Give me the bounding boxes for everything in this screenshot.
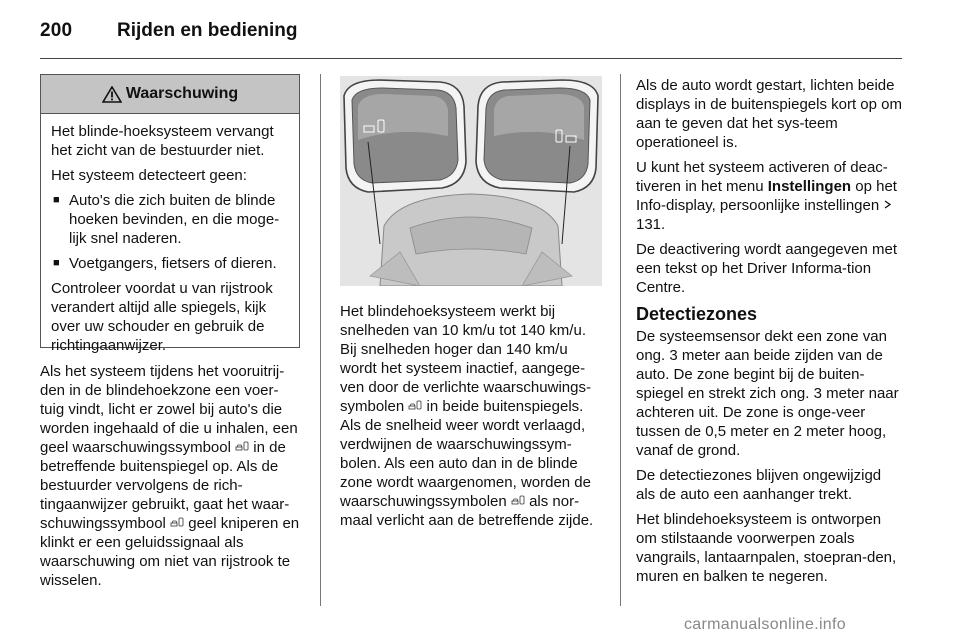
page-reference: 131. [636,216,666,233]
col1-text-a: Als het systeem tijdens het vooruitrij-den in de blindehoekzone een voer-tuig vindt, licht er zowel bij auto's die worden ingehaald of die u inhalen, een geel waarschuwingssymbool [40,363,298,456]
warning-paragraph-3: Controleer voordat u van rijstrook verandert altijd alle spiegels, kijk over uw schouder en gebruik de richtingaanwijzer. [51,280,273,354]
bullet-square-icon: ■ [53,194,60,206]
blind-spot-car-icon [235,441,249,452]
col3-text-a: U kunt het systeem activeren of deac-tiveren in het menu [636,159,888,195]
column-1-paragraph [40,362,302,590]
col2-text-b: in beide buitenspiegels. Als de snelheid weer wordt verlaagd, verdwijnen de waarschuwingssym-bolen. Als een auto dan in de blinde zone wordt waargenomen, worden de waarschuwingssymbolen [340,398,591,510]
col3-paragraph-3: De deactivering wordt aangegeven met een tekst op het Driver Informa-tion Centre. [636,241,897,296]
warning-bullet-2 [51,254,289,273]
page-reference-arrow-icon [883,199,893,210]
col3-paragraph-6: Het blindehoeksysteem is ontworpen om stilstaande voorwerpen zoals vangrails, lantaarnpalen, stoepran-den, muren en balken te negeren. [636,511,897,585]
col3-text-b: op het Info-display, persoonlijke instellingen [636,178,897,214]
chapter-title: Rijden en bediening [117,20,298,41]
warning-bullet-text-1: Auto's die zich buiten de blinde hoeken bevinden, en die moge-lijk snel naderen. [69,192,280,247]
col1-text-b: in de betreffende buitenspiegel op. Als de bestuurder vervolgens de rich-tingaanwijzer gebruikt, gaat het waar-schuwingssymbool [40,439,290,532]
warning-bullet-text-2: Voetgangers, fietsers of dieren. [69,255,277,272]
column-2-text [340,302,602,536]
col2-text-a: Het blindehoeksysteem werkt bij snelheden van 10 km/u tot 140 km/u. Bij snelheden hoger dan 140 km/u wordt het systeem inactief, aangege-ven door de verlichte waarschuwings-symbolen [340,303,591,415]
col3-paragraph-5: De detectiezones blijven ongewijzigd als de auto een aanhanger trekt. [636,467,882,503]
warning-title: Waarschuwing [125,85,239,102]
col3-paragraph-4: De systeemsensor dekt een zone van ong. 3 meter aan beide zijden van de auto. De zone begint bij de buiten-spiegel en strekt zich ong. 3 meter naar achteren uit. De zone is onge-veer tussen de 0,5 meter en 2 meter hoog, vanaf de grond. [636,328,899,459]
page-header [0,0,960,62]
section-title-detection-zones: Detectiezones [636,304,758,324]
col3-paragraph-1: Als de auto wordt gestart, lichten beide displays in de buitenspiegels kort op om aan te geven dat het sys-teem operationeel is. [636,77,902,151]
blind-spot-car-icon [170,517,184,528]
blind-spot-car-icon [408,400,422,411]
column-1-text [40,362,302,596]
bullet-square-icon: ■ [53,257,60,269]
watermark: carmanualsonline.info [684,616,846,633]
warning-triangle-icon [102,86,122,103]
col1-text-c: geel kniperen en klinkt er een geluidssignaal als waarschuwing om niet van rijstrook te wisselen. [40,515,300,589]
page-number: 200 [40,20,73,41]
warning-header [41,75,299,114]
column-3-text [636,76,902,592]
col2-text-c: als nor-maal verlicht aan de betreffende zijde. [340,493,594,529]
col3-paragraph-2 [636,158,902,234]
warning-body [41,114,299,355]
warning-box [40,74,300,354]
mirror-illustration-graphic [340,76,602,286]
mirror-illustration [340,76,602,286]
warning-bullet-1 [51,191,289,248]
column-divider-1 [320,74,321,606]
warning-paragraph-1: Het blinde-hoeksysteem vervangt het zicht van de bestuurder niet. [51,123,274,159]
blind-spot-car-icon [511,495,525,506]
settings-menu-label: Instellingen [767,178,852,195]
header-rule [40,58,902,59]
column-2-paragraph [340,302,602,530]
warning-paragraph-2: Het systeem detecteert geen: [51,167,247,184]
column-divider-2 [620,74,621,606]
